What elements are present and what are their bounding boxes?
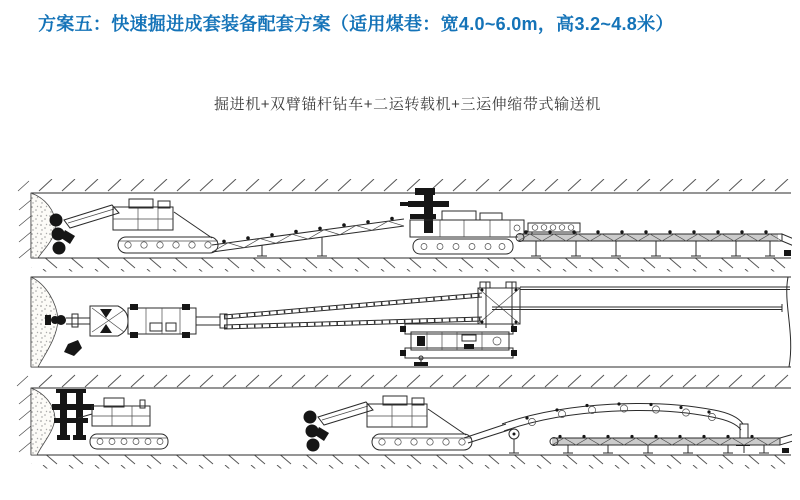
roof-hatching	[31, 179, 791, 193]
floor-belt-conveyor	[550, 434, 792, 453]
roadheader-side-view	[50, 199, 219, 255]
roof-hatching	[31, 374, 791, 388]
telescopic-belt-conveyor-side-view	[516, 230, 792, 256]
roof-bolter-drill-carriage	[52, 389, 168, 449]
equipment-combination-subtitle: 掘进机+双臂锚杆钻车+二运转载机+三运伸缩带式输送机	[214, 96, 601, 113]
tunnel-side-elevation-1	[12, 178, 792, 272]
transfer-frame-plan	[478, 282, 520, 328]
transfer-machine-side-view	[400, 188, 580, 254]
roadheader-side-view	[304, 396, 473, 452]
belt-conveyor-lines-plan	[492, 287, 790, 312]
bridge-conveyor-incline	[212, 217, 404, 256]
page-title: 方案五：快速掘进成套装备配套方案（适用煤巷：宽4.0~6.0m，高3.2~4.8米）	[38, 14, 674, 34]
tunnel-side-elevation-2	[12, 374, 792, 470]
floor-hatching	[31, 455, 791, 469]
roadheader-plan-view	[45, 304, 227, 356]
tunnel-plan-view	[12, 268, 792, 368]
bolter-carriage-plan-view	[400, 324, 517, 366]
tunnel-walls-plan	[31, 277, 791, 367]
